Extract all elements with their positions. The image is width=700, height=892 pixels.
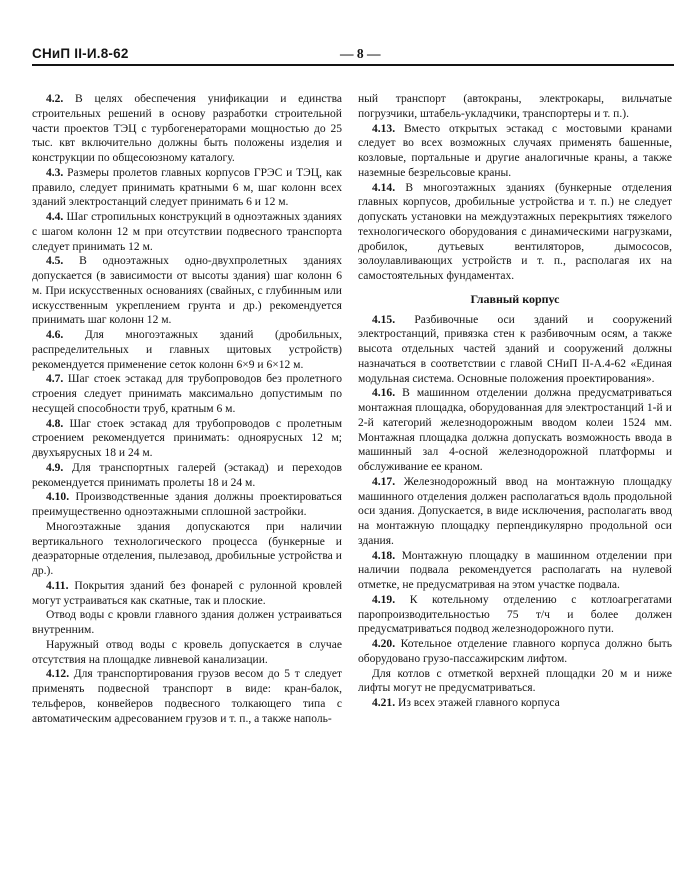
paragraph bbox=[32, 417, 342, 461]
paragraph bbox=[32, 372, 342, 416]
clause-number: 4.20. bbox=[372, 638, 396, 650]
clause-number: 4.3. bbox=[46, 166, 64, 179]
paragraph-text: Шаг стоек эстакад для трубопроводов без пролетного строения следует принимать максимально допустимым по несущей способности труб, кратным 6 м. bbox=[32, 373, 342, 415]
paragraph bbox=[358, 475, 672, 549]
clause-number: 4.6. bbox=[46, 329, 64, 341]
clause-number: 4.17. bbox=[372, 475, 396, 488]
paragraph-text: Разбивочные оси зданий и сооружений электростанций, привязка стен к разбивочным осям, а также высота отдельных частей зданий и сооружений должны назначаться в соответствии с главой СНиП II-А.4-62 «Единая модульная система. Основные положения проектирования». bbox=[358, 313, 673, 385]
clause-number: 4.18. bbox=[372, 549, 396, 562]
paragraph-text: Отвод воды с кровли главного здания должен устраиваться внутренним. bbox=[32, 609, 342, 636]
paragraph-text: К котельному отделению с котлоагрегатами паропроизводительностью 75 т/ч и более должен предусматриваться подвод железнодорожного пути. bbox=[358, 593, 672, 636]
paragraph-text: Многоэтажные здания допускаются при наличии вертикального технологического процесса (бункерные и деаэраторные отделения, пылезавод, дробильные устройства и др.). bbox=[32, 520, 342, 577]
header-rule bbox=[32, 64, 674, 66]
clause-number: 4.10. bbox=[46, 491, 70, 504]
paragraph-text: В одноэтажных одно-двухпролетных зданиях допускается (в зависимости от высоты здания) шаг колонн 6 м. При искусственных основаниях (свайных, с глубинным или искусственным укреплением грунта и др.) рекомендуется принимать шаг колонн 12 м. bbox=[32, 255, 342, 327]
page-number: — 8 — bbox=[340, 46, 381, 61]
paragraph-text: Производственные здания должны проектироваться преимущественно одноэтажными сплошной застройки. bbox=[32, 491, 342, 518]
paragraph-text: Котельное отделение главного корпуса должно быть оборудовано грузо-пассажирским лифтом. bbox=[358, 638, 672, 665]
paragraph-text: Железнодорожный ввод на монтажную площадку машинного отделения должен располагаться вдоль продольной оси здания. Допускается, в виде исключения, располагать ввод на монтажную площадку перпендикулярно продольной оси здания. bbox=[358, 475, 673, 547]
paragraph-text: Для транспортных галерей (эстакад) и переходов рекомендуется принимать пролеты 18 и 24 м. bbox=[32, 461, 342, 489]
paragraph bbox=[358, 122, 672, 181]
right-paragraphs-after-section bbox=[358, 313, 672, 711]
document-code: СНиП II-И.8-62 bbox=[32, 46, 129, 61]
paragraph bbox=[358, 313, 672, 387]
clause-number: 4.4. bbox=[46, 211, 64, 223]
clause-number: 4.9. bbox=[46, 461, 64, 474]
section-title: Главный корпус bbox=[470, 291, 560, 306]
paragraph-text: В многоэтажных зданиях (бункерные отделения главных корпусов, дробильные устройства и т. п.) не следует допускать установки на междуэтажных перекрытиях тяжелого технологического оборудования с динамическими нагрузками, дробилок, дутьевых вентиляторов, дымососов, золоулавливающих устройств и т. п., располагая их на самостоятельных фундаментах. bbox=[358, 181, 672, 282]
paragraph bbox=[358, 637, 672, 667]
paragraph-text: В машинном отделении должна предусматриваться монтажная площадка, оборудованная для электростанций 1-й и 2-й категорий железнодорожным вводом колеи 1524 мм. Монтажная площадка должна допускать возможность ввода в машинный зал 4-осной железнодорожной платформы и обслуживание ее краном. bbox=[358, 387, 672, 473]
paragraph-text: Монтажную площадку в машинном отделении при наличии подвала рекомендуется располагать на нулевой отметке, не предусматривая на этом участке подвала. bbox=[358, 549, 672, 591]
paragraph-text: Наружный отвод воды с кровель допускается в случае отсутствия на площадке ливневой канализации. bbox=[32, 638, 342, 666]
paragraph bbox=[32, 667, 342, 726]
paragraph-text: Шаг стропильных конструкций в одноэтажных зданиях с шагом колонн 12 м при отсутствии подвесного транспорта следует принимать 12 м. bbox=[32, 211, 342, 253]
clause-number: 4.15. bbox=[372, 313, 396, 326]
paragraph bbox=[358, 386, 672, 475]
clause-number: 4.19. bbox=[372, 593, 396, 606]
clause-number: 4.7. bbox=[46, 373, 64, 386]
paragraph-text: Вместо открытых эстакад с мостовыми кранами следует во всех возможных случаях применять башенные, козловые, портальные и другие аналогичные краны, а также наземные безрельсовые краны. bbox=[358, 122, 672, 179]
right-paragraphs-before-section bbox=[358, 122, 672, 284]
paragraph bbox=[32, 638, 342, 668]
paragraph-text: Для котлов с отметкой верхней площадки 20 м и ниже лифты могут не предусматриваться. bbox=[358, 667, 672, 695]
paragraph-text: Для многоэтажных зданий (дробильных, распределительных и главных щитовых устройств) рекомендуется применение сеток колонн 6×9 и 6×12 м. bbox=[32, 329, 342, 371]
paragraph-text: Шаг стоек эстакад для трубопроводов с пролетным строением рекомендуется принимать: одноярусных 12 м; двухъярусных 18 и 24 м. bbox=[32, 417, 343, 459]
paragraph bbox=[32, 608, 342, 638]
paragraph bbox=[358, 549, 672, 593]
clause-number: 4.5. bbox=[46, 255, 64, 268]
clause-number: 4.12. bbox=[46, 668, 70, 681]
paragraph bbox=[32, 254, 342, 328]
paragraph bbox=[32, 92, 342, 166]
paragraph bbox=[32, 328, 342, 372]
paragraph bbox=[32, 166, 342, 210]
paragraph bbox=[32, 490, 342, 520]
paragraph bbox=[358, 593, 672, 637]
paragraph bbox=[32, 461, 342, 491]
paragraph-text: Из всех этажей главного корпуса bbox=[397, 697, 560, 709]
clause-number: 4.13. bbox=[372, 122, 396, 135]
paragraph-text: В целях обеспечения унификации и единства строительных решений в основу разработки строительной части проектов ТЭЦ с турбогенераторами мощностью до 25 тыс. квт включительно должны быть положены изделия и конструкции по общесоюзному каталогу. bbox=[32, 93, 342, 164]
clause-number: 4.16. bbox=[372, 387, 396, 400]
paragraph-text: Размеры пролетов главных корпусов ГРЭС и ТЭЦ, как правило, следует принимать кратными 6 м, шаг колонн всех зданий электростанций следует принимать 6 и 12 м. bbox=[32, 166, 342, 209]
paragraph bbox=[358, 696, 672, 711]
paragraph bbox=[32, 520, 342, 579]
paragraph bbox=[32, 579, 342, 609]
paragraph-text: Покрытия зданий без фонарей с рулонной кровлей могут устраиваться как скатные, так и плоские. bbox=[32, 579, 342, 607]
paragraph bbox=[358, 181, 672, 284]
clause-number: 4.14. bbox=[372, 181, 396, 194]
paragraph bbox=[32, 210, 342, 254]
paragraph bbox=[358, 667, 672, 697]
clause-number: 4.8. bbox=[46, 417, 64, 430]
clause-number: 4.11. bbox=[46, 579, 69, 592]
paragraph-text: Для транспортирования грузов весом до 5 т следует применять подвесной транспорт в виде: кран-балок, тельферов, конвейеров подвесного толкающего типа с автоматическим адресованием грузов и т. п., а также наполь- bbox=[32, 668, 342, 725]
clause-number: 4.21. bbox=[372, 697, 396, 709]
clause-number: 4.2. bbox=[46, 93, 64, 105]
page-header bbox=[32, 44, 674, 64]
left-column bbox=[32, 92, 342, 726]
right-column bbox=[358, 92, 672, 711]
paragraph-continuation: ный транспорт (автокраны, электрокары, вильчатые погрузчики, штабель-укладчики, транспортеры и т. п.). bbox=[358, 93, 672, 120]
